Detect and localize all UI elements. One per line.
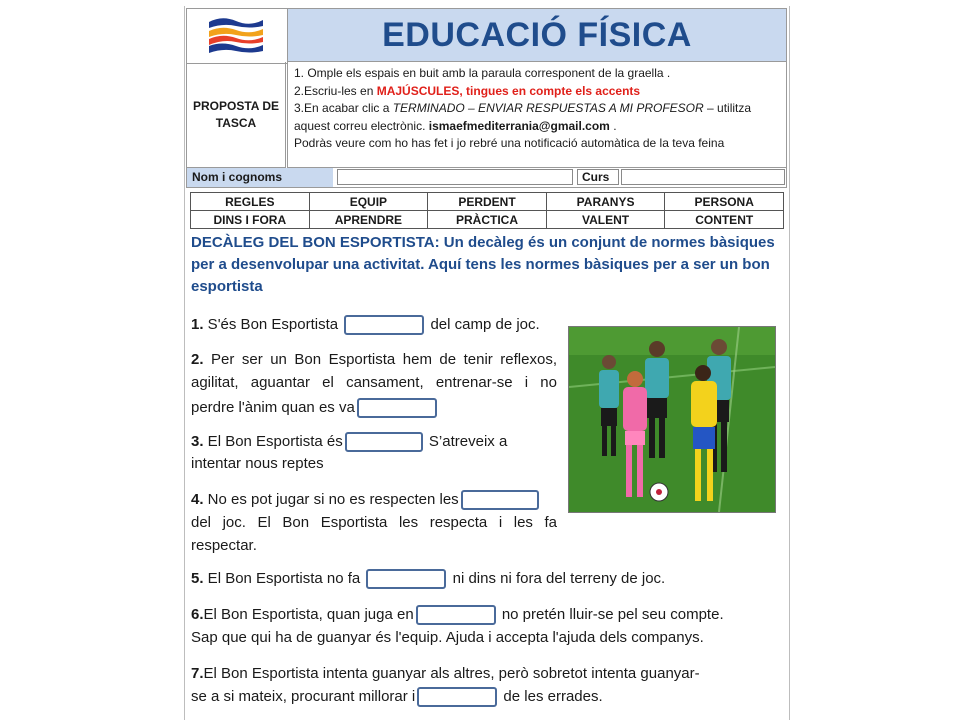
instruction-2-text: 2.Escriu-les en [294,83,377,98]
page-title: EDUCACIÓ FÍSICA [382,15,692,54]
student-info-row [186,168,787,188]
word-bank-cell: CONTENT [665,211,784,229]
instruction-5: Podràs veure com ho has fet i jo rebré una notificació automàtica de la teva feina [294,136,725,150]
word-bank-cell: PERSONA [665,193,784,211]
curs-field[interactable] [621,169,785,185]
instruction-2 [294,83,780,101]
item-number: 5. [191,570,204,587]
word-bank-cell: PRÀCTICA [428,211,547,229]
answer-field-1[interactable] [344,315,424,335]
item-number: 4. [191,491,204,508]
instruction-3-italic: TERMINADO – ENVIAR RESPUESTAS A MI PROFESOR [392,101,704,115]
teacher-email-link[interactable]: ismaefmediterrania@gmail.com [428,118,610,133]
item-7-line-1 [191,662,700,685]
instruction-4-text: aquest correu electrònic. [294,118,429,133]
instructions [287,62,787,168]
word-bank-table [190,192,784,229]
logo-cell [186,8,288,64]
item-text: No es pot jugar si no es respecten les [203,491,459,508]
word-bank-cell: REGLES [191,193,310,211]
item-text: El Bon Esportista no fa [203,570,365,587]
word-bank-row [191,211,784,229]
decaleg-heading: DECÀLEG DEL BON ESPORTISTA: Un decàleg és un conjunt de normes bàsiques per a desenvolupar una activitat. Aquí tens les normes bàsiques per a ser un bon esportista [191,234,775,295]
item-text: S'és Bon Esportista [203,316,343,333]
item-6-line-2: Sap que qui ha de guanyar és l'equip. Ajuda i accepta l'ajuda dels companys. [191,629,704,646]
item-1 [191,313,540,336]
word-bank-row [191,193,784,211]
item-2-line-1 [191,348,557,371]
item-number: 1. [191,316,204,333]
instruction-2-highlight: MAJÚSCULES, tingues en compte els accents [376,83,641,98]
item-number: 6. [191,606,204,623]
item-number: 3. [191,433,204,450]
item-text: El Bon Esportista és [203,433,343,450]
item-text: El Bon Esportista, quan juga en [203,606,414,623]
answer-field-4[interactable] [461,490,539,510]
item-2-line-2: agilitat, aguantar el cansament, entrenar-se i no [191,374,557,391]
word-bank-cell: DINS I FORA [191,211,310,229]
item-text: ni dins ni fora del terreny de joc. [448,570,666,587]
item-text: de les errades. [499,688,603,705]
instruction-4 [294,118,780,136]
item-text: no pretén lluir-se pel seu compte. [497,606,724,623]
item-3-line-2: intentar nous reptes [191,455,324,472]
instruction-3-text: 3.En acabar clic a [294,101,393,115]
instruction-3-suffix: – utilitza [703,101,752,115]
instruction-4-suffix: . [609,118,617,133]
item-4-line-1 [191,488,541,511]
item-6-line-1 [191,603,724,626]
word-bank-cell: EQUIP [309,193,428,211]
name-label: Nom i cognoms [187,168,333,187]
word-bank-cell: PARANYS [546,193,665,211]
item-3-line-1 [191,430,557,453]
item-number: 7. [191,665,204,682]
answer-field-3[interactable] [345,432,423,452]
title-banner [287,8,787,62]
word-bank-cell: VALENT [546,211,665,229]
item-text: Per ser un Bon Esportista hem de tenir reflexos, [203,351,557,368]
item-text: El Bon Esportista intenta guanyar als altres, però sobretot intenta guanyar- [203,665,700,682]
item-4-line-2: del joc. El Bon Esportista les respecta i les fa [191,514,557,531]
item-2-line-3 [191,396,439,419]
football-handshake-photo [568,326,776,513]
proposta-label: PROPOSTA DE TASCA [186,62,286,168]
answer-field-6[interactable] [416,605,496,625]
item-text: S’atreveix a [424,433,508,450]
item-4-line-3: respectar. [191,537,257,554]
item-7-line-2 [191,685,603,708]
name-field[interactable] [337,169,573,185]
football-photo-illustration [569,327,775,512]
instruction-3 [294,100,780,118]
word-bank-cell: APRENDRE [309,211,428,229]
item-text: se a si mateix, procurant millorar i [191,688,416,705]
item-5 [191,567,665,590]
instruction-1: 1. Omple els espais en buit amb la paraula corresponent de la graella . [294,66,671,80]
school-logo-icon [207,15,265,57]
word-bank-cell: PERDENT [428,193,547,211]
item-text: perdre l'ànim quan es va [191,399,355,416]
item-number: 2. [191,351,204,368]
answer-field-5[interactable] [366,569,446,589]
answer-field-2[interactable] [357,398,437,418]
answer-field-7[interactable] [417,687,497,707]
item-text: del camp de joc. [426,316,540,333]
curs-label: Curs [577,169,619,185]
